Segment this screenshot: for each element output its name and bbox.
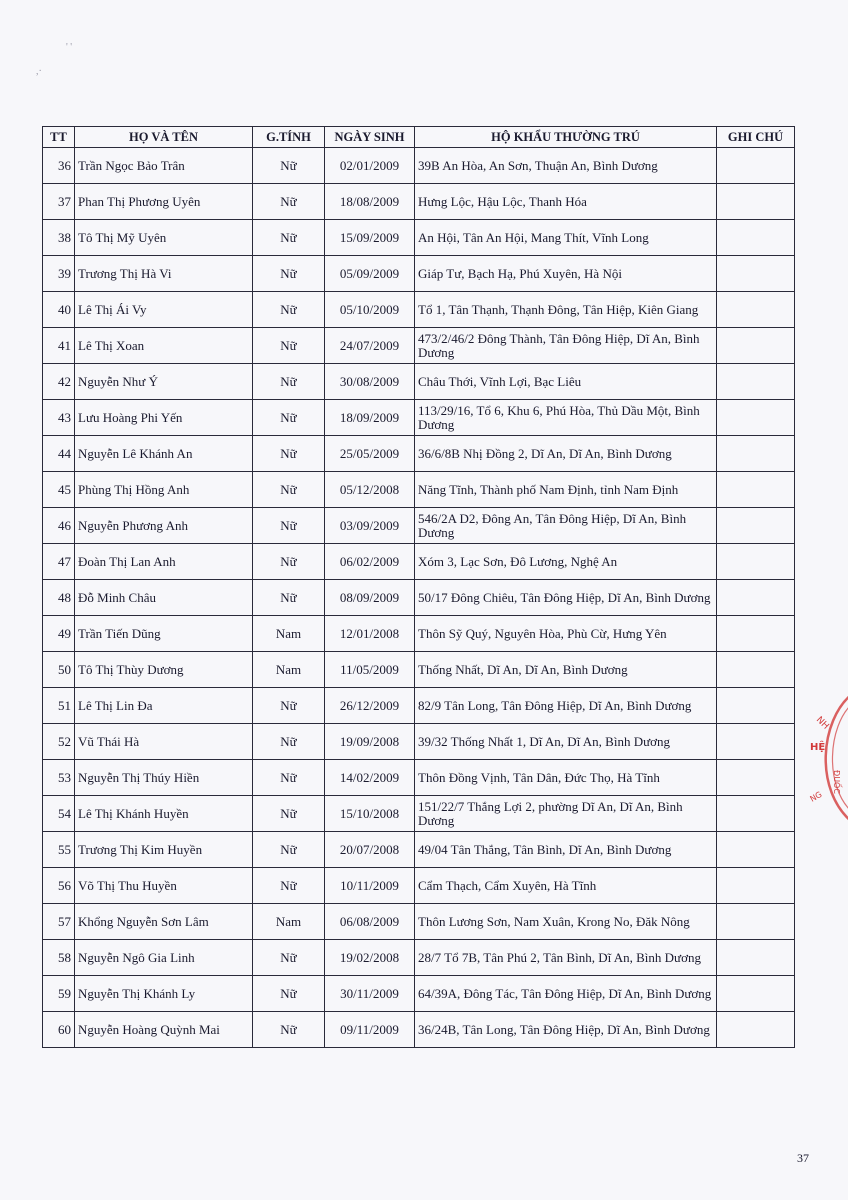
cell-name: Nguyễn Lê Khánh An — [75, 436, 253, 472]
cell-note — [717, 688, 795, 724]
cell-note — [717, 1012, 795, 1048]
cell-address: An Hội, Tân An Hội, Mang Thít, Vĩnh Long — [415, 220, 717, 256]
student-roster-table — [42, 126, 795, 1048]
cell-sex: Nữ — [253, 940, 325, 976]
table-row — [43, 364, 795, 400]
cell-name: Trương Thị Hà Vi — [75, 256, 253, 292]
cell-dob: 18/08/2009 — [325, 184, 415, 220]
cell-dob: 10/11/2009 — [325, 868, 415, 904]
cell-tt: 47 — [43, 544, 75, 580]
cell-dob: 19/09/2008 — [325, 724, 415, 760]
cell-name: Nguyễn Hoàng Quỳnh Mai — [75, 1012, 253, 1048]
cell-name: Nguyễn Thị Thúy Hiền — [75, 760, 253, 796]
cell-sex: Nữ — [253, 148, 325, 184]
cell-name: Nguyễn Ngô Gia Linh — [75, 940, 253, 976]
cell-sex: Nữ — [253, 256, 325, 292]
cell-sex: Nữ — [253, 976, 325, 1012]
cell-tt: 46 — [43, 508, 75, 544]
cell-dob: 26/12/2009 — [325, 688, 415, 724]
cell-name: Vũ Thái Hà — [75, 724, 253, 760]
table-row — [43, 544, 795, 580]
cell-tt: 37 — [43, 184, 75, 220]
table-row — [43, 652, 795, 688]
cell-address: 36/6/8B Nhị Đồng 2, Dĩ An, Dĩ An, Bình Dương — [415, 436, 717, 472]
cell-sex: Nam — [253, 652, 325, 688]
cell-tt: 36 — [43, 148, 75, 184]
cell-address: Thôn Lương Sơn, Nam Xuân, Krong No, Đăk Nông — [415, 904, 717, 940]
cell-address: Thôn Sỹ Quý, Nguyên Hòa, Phù Cừ, Hưng Yên — [415, 616, 717, 652]
cell-dob: 25/05/2009 — [325, 436, 415, 472]
table-row — [43, 256, 795, 292]
cell-dob: 15/10/2008 — [325, 796, 415, 832]
cell-note — [717, 544, 795, 580]
cell-tt: 40 — [43, 292, 75, 328]
table-row — [43, 760, 795, 796]
cell-name: Trần Tiến Dũng — [75, 616, 253, 652]
cell-name: Lê Thị Khánh Huyền — [75, 796, 253, 832]
cell-address: Thôn Đồng Vịnh, Tân Dân, Đức Thọ, Hà Tĩnh — [415, 760, 717, 796]
cell-dob: 02/01/2009 — [325, 148, 415, 184]
cell-dob: 06/08/2009 — [325, 904, 415, 940]
cell-dob: 03/09/2009 — [325, 508, 415, 544]
cell-note — [717, 724, 795, 760]
table-row — [43, 508, 795, 544]
cell-sex: Nữ — [253, 184, 325, 220]
cell-note — [717, 508, 795, 544]
cell-dob: 11/05/2009 — [325, 652, 415, 688]
cell-dob: 06/02/2009 — [325, 544, 415, 580]
cell-note — [717, 796, 795, 832]
cell-name: Lê Thị Ái Vy — [75, 292, 253, 328]
cell-dob: 18/09/2009 — [325, 400, 415, 436]
svg-text:ĐUỐC: ĐUỐC — [832, 770, 841, 794]
cell-tt: 60 — [43, 1012, 75, 1048]
cell-address: 82/9 Tân Long, Tân Đông Hiệp, Dĩ An, Bình Dương — [415, 688, 717, 724]
cell-tt: 42 — [43, 364, 75, 400]
cell-name: Võ Thị Thu Huyền — [75, 868, 253, 904]
cell-name: Đỗ Minh Châu — [75, 580, 253, 616]
cell-name: Nguyễn Như Ý — [75, 364, 253, 400]
cell-tt: 50 — [43, 652, 75, 688]
cell-sex: Nữ — [253, 688, 325, 724]
cell-sex: Nữ — [253, 472, 325, 508]
cell-address: Thống Nhất, Dĩ An, Dĩ An, Bình Dương — [415, 652, 717, 688]
table-row — [43, 868, 795, 904]
cell-sex: Nữ — [253, 436, 325, 472]
header-dob: NGÀY SINH — [325, 127, 415, 148]
cell-address: Châu Thới, Vĩnh Lợi, Bạc Liêu — [415, 364, 717, 400]
cell-note — [717, 760, 795, 796]
cell-note — [717, 904, 795, 940]
table-row — [43, 148, 795, 184]
cell-address: Cẩm Thạch, Cẩm Xuyên, Hà Tĩnh — [415, 868, 717, 904]
cell-name: Lưu Hoàng Phi Yến — [75, 400, 253, 436]
cell-sex: Nam — [253, 904, 325, 940]
red-seal-stamp — [790, 690, 848, 830]
table-row — [43, 688, 795, 724]
cell-sex: Nữ — [253, 796, 325, 832]
cell-address: 113/29/16, Tổ 6, Khu 6, Phú Hòa, Thủ Dầu Một, Bình Dương — [415, 400, 717, 436]
cell-tt: 44 — [43, 436, 75, 472]
table-row — [43, 724, 795, 760]
cell-tt: 57 — [43, 904, 75, 940]
header-name: HỌ VÀ TÊN — [75, 127, 253, 148]
table-row — [43, 616, 795, 652]
cell-address: 28/7 Tổ 7B, Tân Phú 2, Tân Bình, Dĩ An, Bình Dương — [415, 940, 717, 976]
cell-address: Năng Tĩnh, Thành phố Nam Định, tỉnh Nam Định — [415, 472, 717, 508]
cell-sex: Nữ — [253, 868, 325, 904]
cell-address: Giáp Tư, Bạch Hạ, Phú Xuyên, Hà Nội — [415, 256, 717, 292]
cell-dob: 30/11/2009 — [325, 976, 415, 1012]
table-row — [43, 292, 795, 328]
cell-dob: 08/09/2009 — [325, 580, 415, 616]
cell-name: Tô Thị Thùy Dương — [75, 652, 253, 688]
header-sex: G.TÍNH — [253, 127, 325, 148]
cell-note — [717, 832, 795, 868]
cell-tt: 53 — [43, 760, 75, 796]
cell-address: 546/2A D2, Đông An, Tân Đông Hiệp, Dĩ An, Bình Dương — [415, 508, 717, 544]
cell-dob: 14/02/2009 — [325, 760, 415, 796]
cell-address: Hưng Lộc, Hậu Lộc, Thanh Hóa — [415, 184, 717, 220]
cell-tt: 43 — [43, 400, 75, 436]
cell-note — [717, 256, 795, 292]
table-row — [43, 220, 795, 256]
cell-note — [717, 652, 795, 688]
cell-address: 49/04 Tân Thắng, Tân Bình, Dĩ An, Bình Dương — [415, 832, 717, 868]
cell-tt: 39 — [43, 256, 75, 292]
cell-name: Phan Thị Phương Uyên — [75, 184, 253, 220]
table-row — [43, 976, 795, 1012]
cell-sex: Nữ — [253, 1012, 325, 1048]
svg-text:NG: NG — [808, 789, 824, 804]
cell-sex: Nữ — [253, 760, 325, 796]
cell-name: Nguyễn Thị Khánh Ly — [75, 976, 253, 1012]
cell-sex: Nữ — [253, 724, 325, 760]
cell-tt: 54 — [43, 796, 75, 832]
cell-sex: Nữ — [253, 832, 325, 868]
table-row — [43, 472, 795, 508]
cell-dob: 12/01/2008 — [325, 616, 415, 652]
cell-note — [717, 580, 795, 616]
cell-name: Trần Ngọc Bảo Trân — [75, 148, 253, 184]
cell-tt: 41 — [43, 328, 75, 364]
cell-sex: Nữ — [253, 580, 325, 616]
cell-name: Lê Thị Lin Đa — [75, 688, 253, 724]
cell-tt: 58 — [43, 940, 75, 976]
cell-note — [717, 364, 795, 400]
cell-name: Phùng Thị Hồng Anh — [75, 472, 253, 508]
header-address: HỘ KHẨU THƯỜNG TRÚ — [415, 127, 717, 148]
cell-dob: 05/09/2009 — [325, 256, 415, 292]
cell-dob: 09/11/2009 — [325, 1012, 415, 1048]
cell-sex: Nam — [253, 616, 325, 652]
cell-address: Tổ 1, Tân Thạnh, Thạnh Đông, Tân Hiệp, Kiên Giang — [415, 292, 717, 328]
cell-note — [717, 976, 795, 1012]
cell-tt: 51 — [43, 688, 75, 724]
cell-tt: 59 — [43, 976, 75, 1012]
svg-text:NH: NH — [813, 715, 831, 732]
cell-address: 39B An Hòa, An Sơn, Thuận An, Bình Dương — [415, 148, 717, 184]
cell-sex: Nữ — [253, 364, 325, 400]
header-tt: TT — [43, 127, 75, 148]
scan-speck: ,· — [36, 66, 42, 77]
cell-tt: 49 — [43, 616, 75, 652]
table-row — [43, 832, 795, 868]
cell-tt: 38 — [43, 220, 75, 256]
table-body — [43, 148, 795, 1048]
table-header-row — [43, 127, 795, 148]
cell-dob: 20/07/2008 — [325, 832, 415, 868]
table-row — [43, 940, 795, 976]
cell-note — [717, 328, 795, 364]
cell-note — [717, 400, 795, 436]
cell-tt: 45 — [43, 472, 75, 508]
table-row — [43, 328, 795, 364]
table-row — [43, 580, 795, 616]
cell-dob: 24/07/2009 — [325, 328, 415, 364]
cell-sex: Nữ — [253, 508, 325, 544]
page-number: 37 — [797, 1151, 809, 1165]
cell-note — [717, 436, 795, 472]
cell-dob: 19/02/2008 — [325, 940, 415, 976]
cell-tt: 56 — [43, 868, 75, 904]
cell-address: 50/17 Đông Chiêu, Tân Đông Hiệp, Dĩ An, Bình Dương — [415, 580, 717, 616]
cell-note — [717, 220, 795, 256]
table-row — [43, 796, 795, 832]
cell-sex: Nữ — [253, 400, 325, 436]
cell-dob: 15/09/2009 — [325, 220, 415, 256]
cell-tt: 55 — [43, 832, 75, 868]
cell-dob: 05/10/2009 — [325, 292, 415, 328]
cell-sex: Nữ — [253, 292, 325, 328]
cell-note — [717, 616, 795, 652]
table-row — [43, 184, 795, 220]
cell-note — [717, 472, 795, 508]
cell-name: Trương Thị Kim Huyền — [75, 832, 253, 868]
cell-address: 64/39A, Đông Tác, Tân Đông Hiệp, Dĩ An, Bình Dương — [415, 976, 717, 1012]
cell-address: 36/24B, Tân Long, Tân Đông Hiệp, Dĩ An, Bình Dương — [415, 1012, 717, 1048]
cell-note — [717, 868, 795, 904]
svg-text:HỆ: HỆ — [810, 742, 826, 753]
cell-name: Tô Thị Mỹ Uyên — [75, 220, 253, 256]
header-note: GHI CHÚ — [717, 127, 795, 148]
cell-dob: 05/12/2008 — [325, 472, 415, 508]
cell-name: Khổng Nguyễn Sơn Lâm — [75, 904, 253, 940]
cell-sex: Nữ — [253, 220, 325, 256]
cell-address: 473/2/46/2 Đông Thành, Tân Đông Hiệp, Dĩ An, Bình Dương — [415, 328, 717, 364]
cell-dob: 30/08/2009 — [325, 364, 415, 400]
cell-note — [717, 148, 795, 184]
cell-address: Xóm 3, Lạc Sơn, Đô Lương, Nghệ An — [415, 544, 717, 580]
cell-name: Lê Thị Xoan — [75, 328, 253, 364]
cell-note — [717, 184, 795, 220]
cell-address: 151/22/7 Thắng Lợi 2, phường Dĩ An, Dĩ An, Bình Dương — [415, 796, 717, 832]
table-row — [43, 904, 795, 940]
table-row — [43, 1012, 795, 1048]
cell-tt: 48 — [43, 580, 75, 616]
cell-tt: 52 — [43, 724, 75, 760]
cell-note — [717, 292, 795, 328]
cell-note — [717, 940, 795, 976]
scan-speck: ' ' — [66, 42, 73, 53]
table-row — [43, 436, 795, 472]
cell-address: 39/32 Thống Nhất 1, Dĩ An, Dĩ An, Bình Dương — [415, 724, 717, 760]
cell-name: Đoàn Thị Lan Anh — [75, 544, 253, 580]
cell-name: Nguyễn Phương Anh — [75, 508, 253, 544]
cell-sex: Nữ — [253, 328, 325, 364]
table-row — [43, 400, 795, 436]
cell-sex: Nữ — [253, 544, 325, 580]
